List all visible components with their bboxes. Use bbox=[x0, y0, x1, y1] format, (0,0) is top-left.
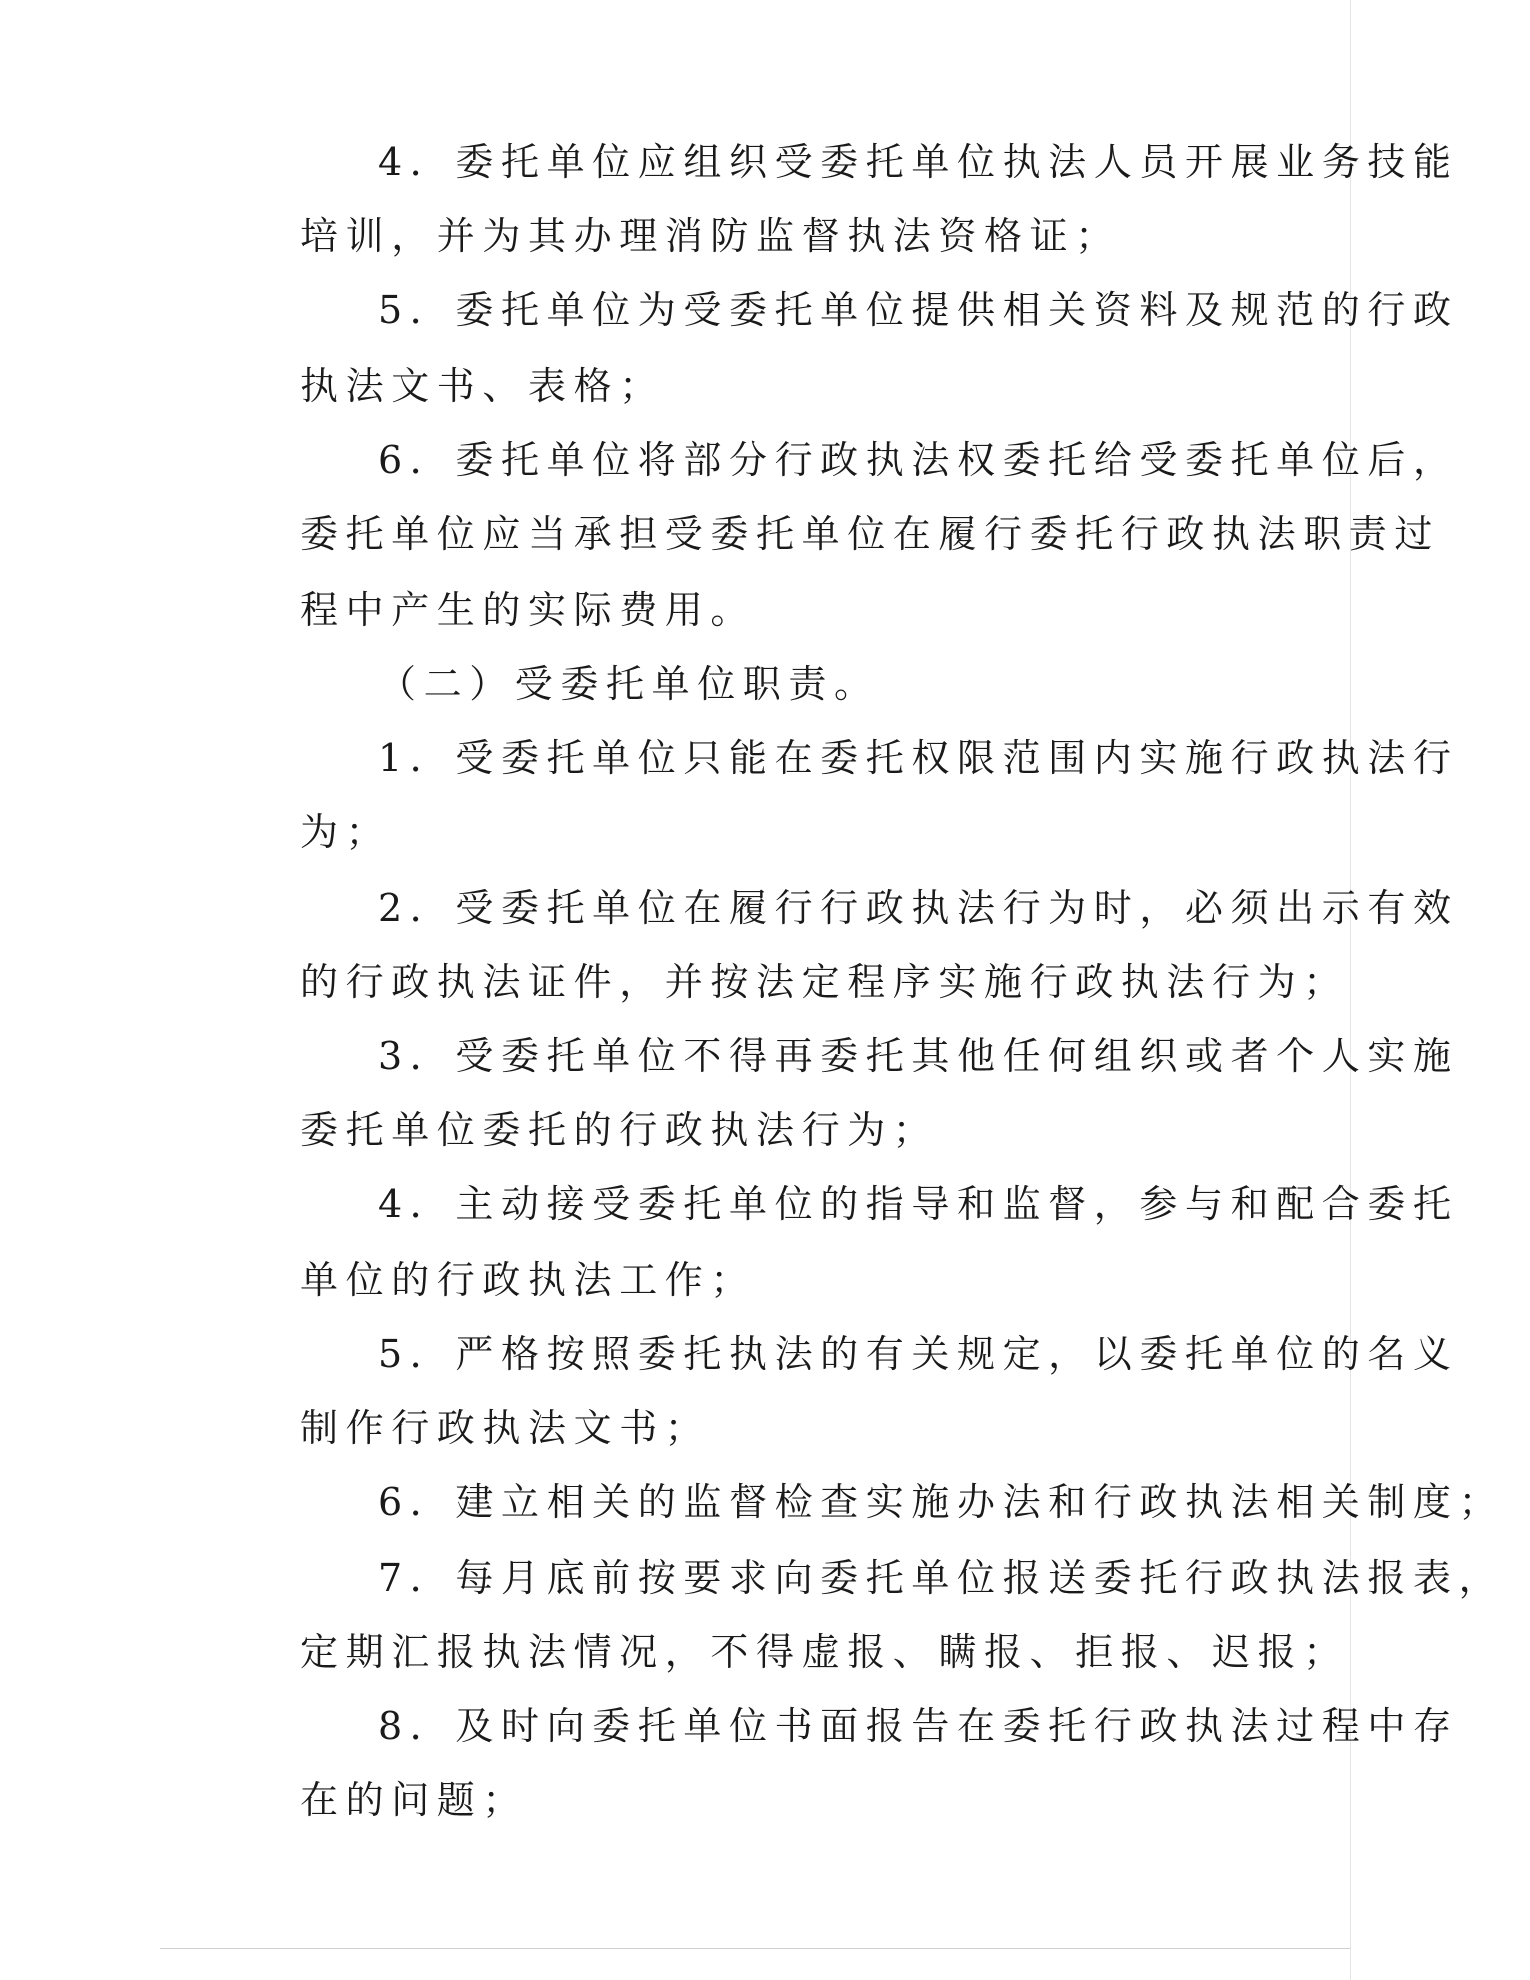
paragraph-line-20: 7．每月底前按要求向委托单位报送委托行政执法报表， bbox=[378, 1556, 1505, 1600]
paragraph-line-19: 6．建立相关的监督检查实施办法和行政执法相关制度； bbox=[378, 1480, 1505, 1524]
paragraph-line-2: 培训，并为其办理消防监督执法资格证； bbox=[300, 214, 1121, 258]
paragraph-line-12: 的行政执法证件，并按法定程序实施行政执法行为； bbox=[300, 960, 1349, 1004]
paragraph-line-15: 4．主动接受委托单位的指导和监督，参与和配合委托 bbox=[378, 1182, 1459, 1226]
paragraph-line-21: 定期汇报执法情况，不得虚报、瞒报、拒报、迟报； bbox=[300, 1630, 1349, 1674]
paragraph-line-1: 4．委托单位应组织受委托单位执法人员开展业务技能 bbox=[378, 140, 1459, 184]
page-bottom-edge bbox=[160, 1948, 1350, 1949]
paragraph-line-7: 程中产生的实际费用。 bbox=[300, 588, 757, 632]
paragraph-line-11: 2．受委托单位在履行行政执法行为时，必须出示有效 bbox=[378, 886, 1459, 930]
paragraph-line-5: 6．委托单位将部分行政执法权委托给受委托单位后， bbox=[378, 438, 1459, 482]
paragraph-line-10: 为； bbox=[300, 810, 392, 854]
paragraph-line-4: 执法文书、表格； bbox=[300, 364, 665, 408]
paragraph-line-13: 3．受委托单位不得再委托其他任何组织或者个人实施 bbox=[378, 1034, 1459, 1078]
section-heading: （二）受委托单位职责。 bbox=[378, 662, 880, 706]
paragraph-line-16: 单位的行政执法工作； bbox=[300, 1258, 757, 1302]
paragraph-line-9: 1．受委托单位只能在委托权限范围内实施行政执法行 bbox=[378, 736, 1459, 780]
paragraph-line-22: 8．及时向委托单位书面报告在委托行政执法过程中存 bbox=[378, 1704, 1459, 1748]
paragraph-line-23: 在的问题； bbox=[300, 1778, 529, 1822]
paragraph-line-6: 委托单位应当承担受委托单位在履行委托行政执法职责过 bbox=[300, 512, 1441, 556]
paragraph-line-14: 委托单位委托的行政执法行为； bbox=[300, 1108, 939, 1152]
paragraph-line-18: 制作行政执法文书； bbox=[300, 1406, 711, 1450]
paragraph-line-17: 5．严格按照委托执法的有关规定，以委托单位的名义 bbox=[378, 1332, 1459, 1376]
paragraph-line-3: 5．委托单位为受委托单位提供相关资料及规范的行政 bbox=[378, 288, 1459, 332]
